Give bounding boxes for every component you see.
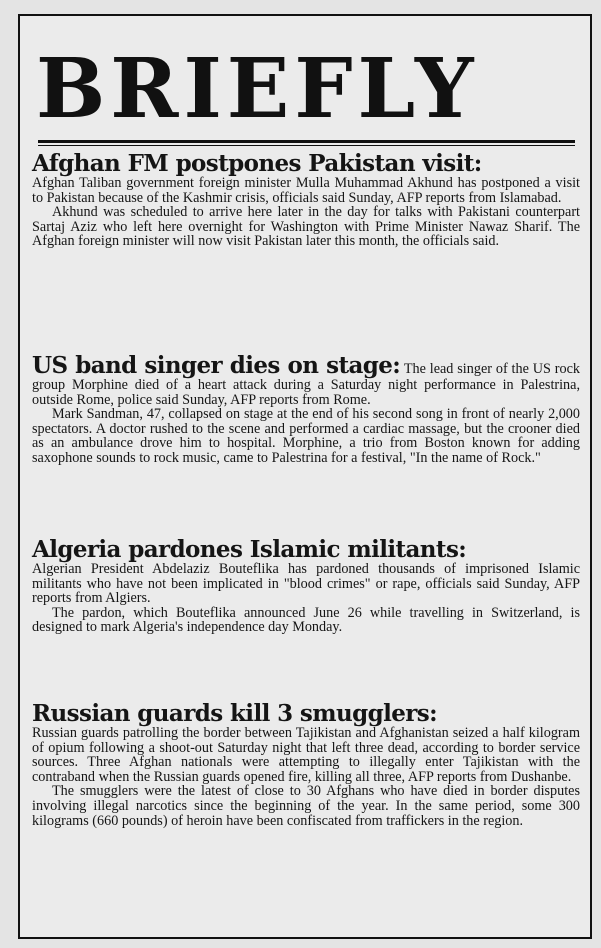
paragraph: Algerian President Abdelaziz Bouteflika has pardoned thousands of imprisoned Islamic militants who have not been implicated in "blood crimes" or rape, officials said Sunday, AFP reports from Algiers.: [32, 561, 580, 607]
masthead-title: BRIEFLY: [36, 41, 479, 137]
masthead: [34, 34, 577, 140]
paragraph: Mark Sandman, 47, collapsed on stage at the end of his second song in front of nearly 2,000 spectators. A doctor rushed to the scene and performed a cardiac massage, but the crooner died as an ambulance drove him to hospital. Morphine, a trio from Boston known for adding saxophone sounds to rock music, came to Palestrina for a festival, "In the name of Rock.": [32, 406, 580, 466]
story-afghan-fm: [32, 152, 580, 249]
paragraph: The pardon, which Bouteflika announced June 26 while travelling in Switzerland, is designed to mark Algeria's independence day Monday.: [32, 604, 580, 636]
lead-paragraph: The lead singer of the US rock group Morphine died of a heart attack during a Saturday night performance in Palestrina, outside Rome, police said Sunday, AFP reports from Rome.: [32, 361, 581, 408]
clipping-frame: [18, 14, 592, 939]
headline: Russian guards kill 3 smugglers:: [32, 700, 438, 727]
paragraph: Akhund was scheduled to arrive here later in the day for talks with Pakistani counterpart Sartaj Aziz who left here overnight for Washington with Prime Minister Nawaz Sharif. The Afghan foreign minister will now visit Pakistan later this month, the officials said.: [32, 204, 580, 250]
headline: US band singer dies on stage:: [32, 352, 401, 379]
paragraph: The smugglers were the latest of close to 30 Afghans who have died in border disputes involving illegal narcotics since the beginning of the year. In the same period, some 300 kilograms (660 pounds) of heroin have been confiscated from traffickers in the region.: [32, 783, 580, 829]
masthead-rule-thin: [38, 145, 575, 146]
paragraph: Russian guards patrolling the border between Tajikistan and Afghanistan seized a half kilogram of opium following a shoot-out Saturday night that left three dead, according to border service sources. Three Afghan nationals were attempting to illegally enter Tajikistan with the contraband when the Russian guards opened fire, killing all three, AFP reports from Dushanbe.: [32, 725, 580, 785]
story-russian-guards: [32, 702, 580, 828]
paragraph: Afghan Taliban government foreign minister Mulla Muhammad Akhund has postponed a visit to Pakistan because of the Kashmir crisis, officials said Sunday, AFP reports from Islamabad.: [32, 175, 580, 206]
headline: Algeria pardones Islamic militants:: [32, 536, 467, 563]
headline: Afghan FM postpones Pakistan visit:: [32, 150, 482, 177]
story-us-band-singer: [32, 354, 580, 466]
masthead-rule: [38, 140, 575, 143]
story-algeria-pardons: [32, 538, 580, 635]
story-lead-block: [32, 354, 580, 407]
